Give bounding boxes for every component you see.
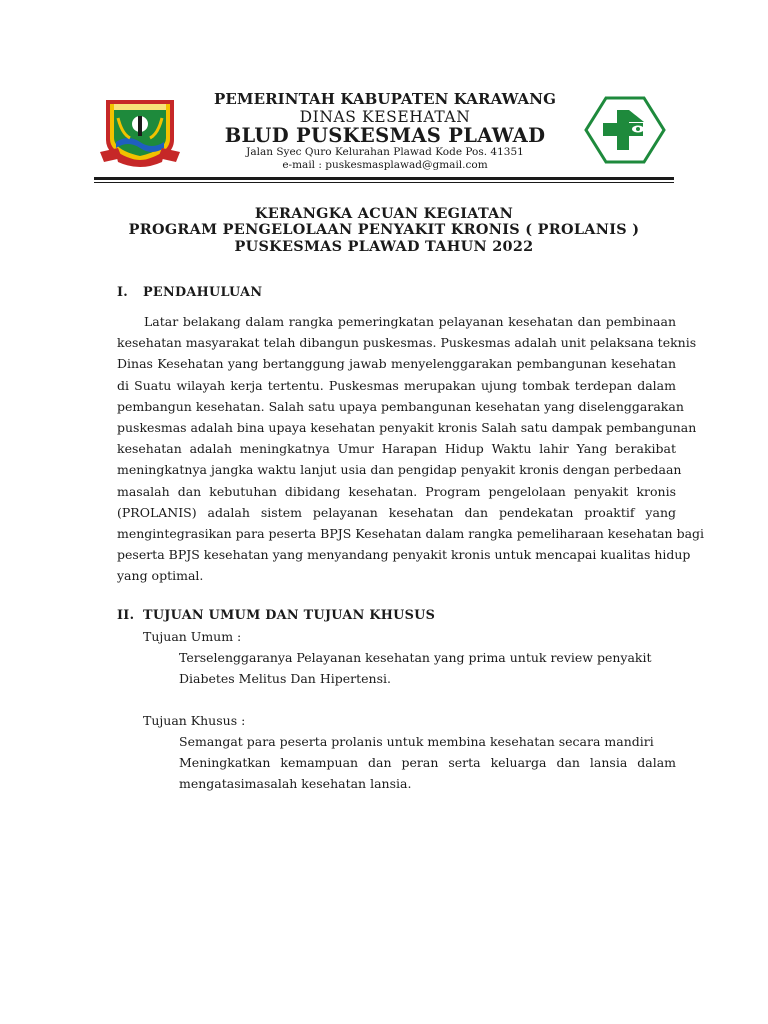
section-title: PENDAHULUAN <box>143 285 263 300</box>
paragraph-line: pembangun kesehatan. Salah satu upaya pembangunan kesehatan yang diselenggarakan <box>117 398 684 414</box>
document-title-line1: KERANGKA ACUAN KEGIATAN <box>254 205 514 222</box>
general-objective-line2: Diabetes Melitus Dan Hipertensi. <box>179 671 391 686</box>
specific-objective-item2-line1: Meningkatkan kemampuan dan peran serta keluarga dan lansia dalam <box>179 755 676 770</box>
section-heading-introduction <box>117 285 262 300</box>
puskesmas-logo <box>584 96 666 164</box>
paragraph-line: (PROLANIS) adalah sistem pelayanan kesehatan dan pendekatan proaktif yang <box>117 504 676 520</box>
letterhead-divider-thick <box>94 177 674 180</box>
general-objective-line1: Terselenggaranya Pelayanan kesehatan yang prima untuk review penyakit <box>179 650 652 665</box>
department-name: DINAS KESEHATAN <box>299 108 471 126</box>
karawang-crest-logo <box>100 94 180 170</box>
paragraph-line: Dinas Kesehatan yang bertanggung jawab menyelenggarakan pembangunan kesehatan <box>117 356 676 372</box>
paragraph-line: di Suatu wilayah kerja tertentu. Puskesmas merupakan ujung tombak terdepan dalam <box>117 377 676 393</box>
section-heading-objectives <box>117 608 435 623</box>
government-name: PEMERINTAH KABUPATEN KARAWANG <box>213 90 557 108</box>
section-number: I. <box>117 285 129 300</box>
section-number: II. <box>117 608 135 623</box>
paragraph-line: masalah dan kebutuhan dibidang kesehatan. Program pengelolaan penyakit kronis <box>117 483 676 499</box>
paragraph-line: mengintegrasikan para peserta BPJS Kesehatan dalam rangka pemeliharaan kesehatan bagi <box>117 526 705 542</box>
paragraph-line: peserta BPJS kesehatan yang menyandang penyakit kronis untuk mencapai kualitas hidup <box>117 547 691 563</box>
paragraph-line: Latar belakang dalam rangka pemeringkatan pelayanan kesehatan dan pembinaan <box>144 314 676 329</box>
paragraph-line: puskesmas adalah bina upaya kesehatan penyakit kronis Salah satu dampak pembangunan <box>117 420 697 436</box>
paragraph-line: kesehatan adalah meningkatnya Umur Harapan Hidup Waktu lahir Yang berakibat <box>117 441 676 457</box>
document-title-line2: PROGRAM PENGELOLAAN PENYAKIT KRONIS ( PROLANIS ) <box>128 221 640 238</box>
specific-objective-item1: Semangat para peserta prolanis untuk membina kesehatan secara mandiri <box>179 734 654 749</box>
institution-address: Jalan Syec Quro Kelurahan Plawad Kode Pos. 41351 <box>246 146 524 158</box>
specific-objective-item2-line2: mengatasimasalah kesehatan lansia. <box>179 776 412 791</box>
general-objective-label: Tujuan Umum : <box>143 629 242 644</box>
paragraph-line: meningkatnya jangka waktu lanjut usia dan pengidap penyakit kronis dengan perbedaan <box>117 462 682 478</box>
section-title: TUJUAN UMUM DAN TUJUAN KHUSUS <box>143 608 436 623</box>
institution-email: e-mail : puskesmasplawad@gmail.com <box>282 159 488 171</box>
introduction-paragraph <box>117 311 705 587</box>
letterhead-divider-thin <box>94 182 674 183</box>
specific-objective-label: Tujuan Khusus : <box>143 713 246 728</box>
paragraph-line: yang optimal. <box>117 568 204 584</box>
paragraph-line: kesehatan masyarakat telah dibangun puskesmas. Puskesmas adalah unit pelaksana teknis <box>117 335 697 351</box>
document-title-line3: PUSKESMAS PLAWAD TAHUN 2022 <box>234 238 534 255</box>
institution-name: BLUD PUSKESMAS PLAWAD <box>224 124 546 147</box>
